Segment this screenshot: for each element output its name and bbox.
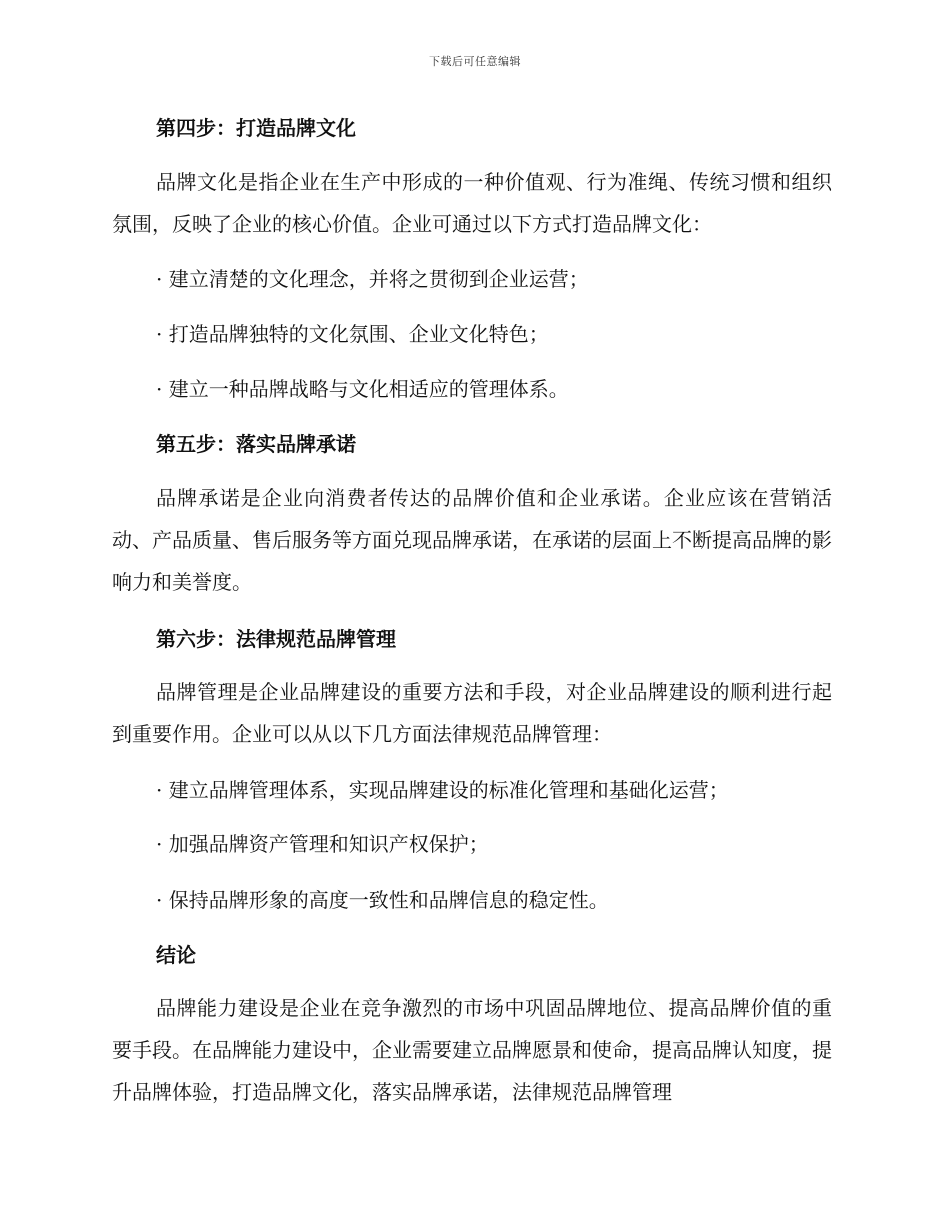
bullet-item: · 加强品牌资产管理和知识产权保护； — [156, 832, 489, 856]
section-heading-step-4: 第四步：打造品牌文化 — [156, 116, 356, 140]
section-paragraph-step-4: 品牌文化是指企业在生产中形成的一种价值观、行为准绳、传统习惯和组织氛围，反映了企业的核心价值。企业可通过以下方式打造品牌文化： — [112, 170, 832, 236]
section-heading-step-6: 第六步：法律规范品牌管理 — [156, 627, 396, 651]
bullet-item: · 保持品牌形象的高度一致性和品牌信息的稳定性。 — [156, 888, 609, 912]
section-paragraph-step-6: 品牌管理是企业品牌建设的重要方法和手段，对企业品牌建设的顺利进行起到重要作用。企业可以从以下几方面法律规范品牌管理： — [112, 680, 832, 746]
bullet-item: · 打造品牌独特的文化氛围、企业文化特色； — [156, 322, 549, 346]
bullet-item: · 建立清楚的文化理念，并将之贯彻到企业运营； — [156, 267, 589, 291]
section-paragraph-conclusion: 品牌能力建设是企业在竞争激烈的市场中巩固品牌地位、提高品牌价值的重要手段。在品牌能力建设中，企业需要建立品牌愿景和使命，提高品牌认知度，提升品牌体验，打造品牌文化，落实品牌承诺，法律规范品牌管理 — [112, 996, 832, 1104]
bullet-item: · 建立一种品牌战略与文化相适应的管理体系。 — [156, 377, 569, 401]
section-paragraph-step-5: 品牌承诺是企业向消费者传达的品牌价值和企业承诺。企业应该在营销活动、产品质量、售后服务等方面兑现品牌承诺，在承诺的层面上不断提高品牌的影响力和美誉度。 — [112, 486, 832, 594]
bullet-item: · 建立品牌管理体系，实现品牌建设的标准化管理和基础化运营； — [156, 778, 729, 802]
section-heading-step-5: 第五步：落实品牌承诺 — [156, 432, 356, 456]
section-heading-conclusion: 结论 — [156, 943, 196, 967]
page-header: 下载后可任意编辑 — [429, 55, 521, 68]
